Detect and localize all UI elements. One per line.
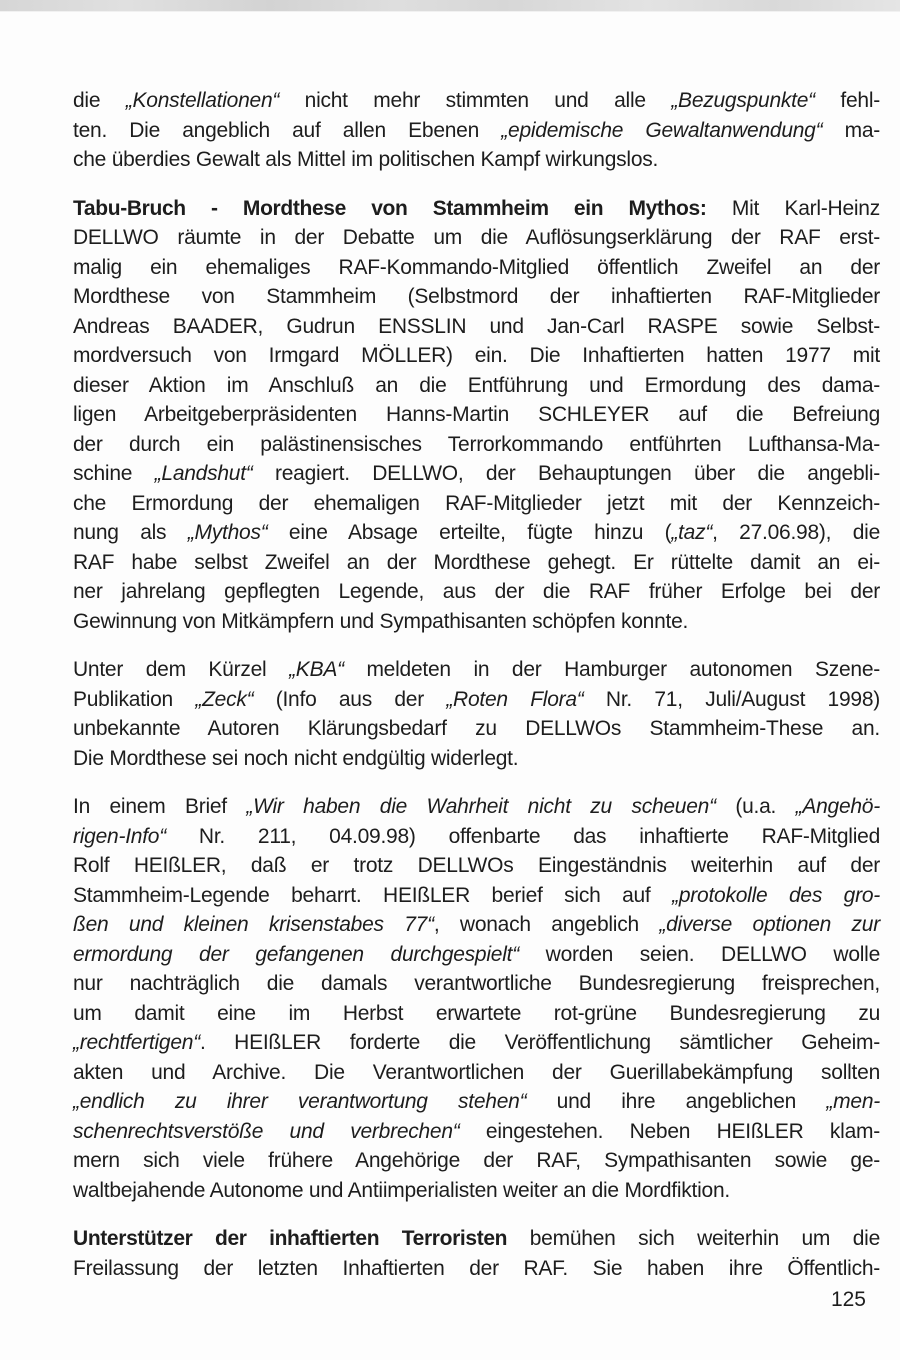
text-run: che Ermordung der ehemaligen RAF-Mitglieder jetzt mit der Kennzeich- xyxy=(73,491,880,515)
bold-text-run: Unterstützer der inhaftierten Terroristen xyxy=(73,1227,508,1250)
text-run: Mordthese von Stammheim (Selbstmord der inhaftierten RAF-Mitglieder xyxy=(73,285,880,308)
text-run: Mit Karl-Heinz xyxy=(706,196,880,220)
text-line xyxy=(73,548,880,578)
text-run: , 27.06.98), die xyxy=(712,521,880,544)
text-run: der durch ein palästinensisches Terrorkommando entführten Lufthansa-Ma- xyxy=(73,432,880,456)
document-text xyxy=(73,86,880,1302)
text-line xyxy=(73,116,880,146)
text-line xyxy=(73,792,880,822)
text-run: mordversuch von Irmgard MÖLLER) ein. Die Inhaftierten hatten 1977 mit xyxy=(73,344,880,367)
italic-text-run: „diverse optionen zur xyxy=(659,913,880,936)
text-run: ten. Die angeblich auf allen Ebenen xyxy=(73,118,502,142)
text-run: Die Mordthese sei noch nicht endgültig widerlegt. xyxy=(73,746,519,770)
text-run: Andreas BAADER, Gudrun ENSSLIN und Jan-Carl RASPE sowie Selbst- xyxy=(73,314,880,338)
text-line xyxy=(73,341,880,371)
paragraph xyxy=(73,792,880,1205)
text-run: nur nachträglich die damals verantwortliche Bundesregierung freisprechen, xyxy=(73,972,880,995)
text-line xyxy=(73,1146,880,1176)
italic-text-run: „epidemische Gewaltanwendung“ xyxy=(501,118,823,142)
italic-text-run: rigen-Info“ xyxy=(73,824,166,848)
text-run: eine Absage erteilte, fügte hinzu ( xyxy=(267,521,672,544)
text-run: die xyxy=(73,89,126,112)
italic-text-run: „Roten Flora“ xyxy=(446,687,584,711)
text-line xyxy=(73,655,880,685)
text-line xyxy=(73,223,880,253)
italic-text-run: ermordung der gefangenen durchgespielt“ xyxy=(73,942,519,966)
italic-text-run: „Konstellationen“ xyxy=(125,89,280,112)
text-line xyxy=(73,1028,880,1058)
italic-text-run: „protokolle des gro- xyxy=(672,883,881,907)
italic-text-run: „Zeck“ xyxy=(195,687,254,711)
text-run: um damit eine im Herbst erwartete rot-grüne Bundesregierung zu xyxy=(73,1001,880,1025)
italic-text-run: „Wir haben die Wahrheit nicht zu scheuen“ xyxy=(246,795,716,818)
text-line xyxy=(73,312,880,342)
text-run: und ihre angeblichen xyxy=(526,1090,827,1113)
text-run: Nr. 211, 04.09.98) offenbarte das inhaftierte RAF-Mitglied xyxy=(165,824,880,848)
text-run: reagiert. DELLWO, der Behauptungen über die angebli- xyxy=(252,462,880,485)
italic-text-run: „rechtfertigen“ xyxy=(73,1031,200,1054)
italic-text-run: schenrechtsverstöße und verbrechen“ xyxy=(73,1119,460,1143)
text-run: Gewinnung von Mitkämpfern und Sympathisanten schöpfen konnte. xyxy=(73,609,689,633)
text-line xyxy=(73,822,880,852)
text-line xyxy=(73,851,880,881)
text-line xyxy=(73,685,880,715)
text-run: ner jahrelang gepflegten Legende, aus der die RAF früher Erfolge bei der xyxy=(73,580,880,603)
italic-text-run: „Mythos“ xyxy=(187,521,268,544)
text-line xyxy=(73,459,880,489)
italic-text-run: ßen und kleinen krisenstabes 77“ xyxy=(73,913,434,936)
text-run: che überdies Gewalt als Mittel im politischen Kampf wirkungslos. xyxy=(73,148,659,171)
italic-text-run: „Angehö- xyxy=(795,795,880,818)
text-line xyxy=(73,1176,880,1206)
text-line xyxy=(73,910,880,940)
text-line xyxy=(73,145,880,175)
italic-text-run: „taz“ xyxy=(671,521,713,544)
text-run: waltbejahende Autonome und Antiimperialisten weiter an die Mordfiktion. xyxy=(73,1178,730,1202)
text-run: akten und Archive. Die Verantwortlichen der Guerillabekämpfung sollten xyxy=(73,1060,880,1084)
text-line xyxy=(73,430,880,460)
scan-edge-artifact xyxy=(0,0,900,12)
text-line xyxy=(73,86,880,116)
text-run: In einem Brief xyxy=(73,795,247,818)
text-run: Nr. 71, Juli/August 1998) xyxy=(583,687,880,711)
text-line xyxy=(73,577,880,607)
text-run: mern sich viele frühere Angehörige der RAF, Sympathisanten sowie ge- xyxy=(73,1149,880,1172)
text-run: (u.a. xyxy=(715,795,796,818)
text-run: DELLWO räumte in der Debatte um die Auflösungserklärung der RAF erst- xyxy=(73,226,880,249)
text-run: Unter dem Kürzel xyxy=(73,658,290,681)
text-run: fehl- xyxy=(814,89,881,112)
page-number: 125 xyxy=(830,1288,866,1311)
text-run: (Info aus der xyxy=(253,687,447,711)
text-run: malig ein ehemaliges RAF-Kommando-Mitglied öffentlich Zweifel an der xyxy=(73,255,880,279)
text-run: eingestehen. Neben HEIßLER klam- xyxy=(459,1119,880,1143)
text-line xyxy=(73,999,880,1029)
text-run: Publikation xyxy=(73,687,196,711)
text-line xyxy=(73,1087,880,1117)
text-line xyxy=(73,1117,880,1147)
text-run: Freilassung der letzten Inhaftierten der RAF. Sie haben ihre Öffentlich- xyxy=(73,1256,880,1280)
text-run: bemühen sich weiterhin um die xyxy=(507,1227,880,1250)
bold-text-run: Tabu-Bruch - Mordthese von Stammheim ein Mythos: xyxy=(73,196,707,220)
text-line xyxy=(73,744,880,774)
text-run: ligen Arbeitgeberpräsidenten Hanns-Martin SCHLEYER auf die Befreiung xyxy=(73,403,880,426)
italic-text-run: „Bezugspunkte“ xyxy=(671,89,815,112)
paragraph xyxy=(73,655,880,773)
text-line xyxy=(73,607,880,637)
text-line xyxy=(73,969,880,999)
text-run: nicht mehr stimmten und alle xyxy=(279,89,672,112)
paragraph xyxy=(73,194,880,637)
text-line xyxy=(73,1058,880,1088)
text-line xyxy=(73,1254,880,1284)
text-run: Stammheim-Legende beharrt. HEIßLER berief sich auf xyxy=(73,883,673,907)
italic-text-run: „KBA“ xyxy=(289,658,344,681)
text-line xyxy=(73,253,880,283)
text-run: , wonach angeblich xyxy=(433,913,660,936)
text-line xyxy=(73,489,880,519)
text-run: . HEIßLER forderte die Veröffentlichung sämtlicher Geheim- xyxy=(199,1031,880,1054)
text-run: meldeten in der Hamburger autonomen Szene- xyxy=(343,658,880,681)
text-run: nung als xyxy=(73,521,188,544)
text-line xyxy=(73,714,880,744)
text-line xyxy=(73,282,880,312)
text-line xyxy=(73,940,880,970)
italic-text-run: „endlich zu ihrer verantwortung stehen“ xyxy=(73,1090,527,1113)
italic-text-run: „Landshut“ xyxy=(154,462,253,485)
text-line xyxy=(73,1224,880,1254)
text-line xyxy=(73,881,880,911)
text-run: schine xyxy=(73,462,155,485)
paragraph xyxy=(73,1224,880,1283)
text-line xyxy=(73,194,880,224)
text-run: worden seien. DELLWO wolle xyxy=(518,942,881,966)
text-run: unbekannte Autoren Klärungsbedarf zu DELLWOs Stammheim-These an. xyxy=(73,717,880,740)
text-run: RAF habe selbst Zweifel an der Mordthese gehegt. Er rüttelte damit an ei- xyxy=(73,550,880,574)
text-run: Rolf HEIßLER, daß er trotz DELLWOs Eingeständnis weiterhin auf der xyxy=(73,854,880,877)
text-line xyxy=(73,400,880,430)
italic-text-run: „men- xyxy=(826,1090,880,1113)
text-line xyxy=(73,371,880,401)
paragraph xyxy=(73,86,880,175)
text-run: dieser Aktion im Anschluß an die Entführung und Ermordung des dama- xyxy=(73,373,880,397)
text-run: ma- xyxy=(822,118,881,142)
text-line xyxy=(73,518,880,548)
